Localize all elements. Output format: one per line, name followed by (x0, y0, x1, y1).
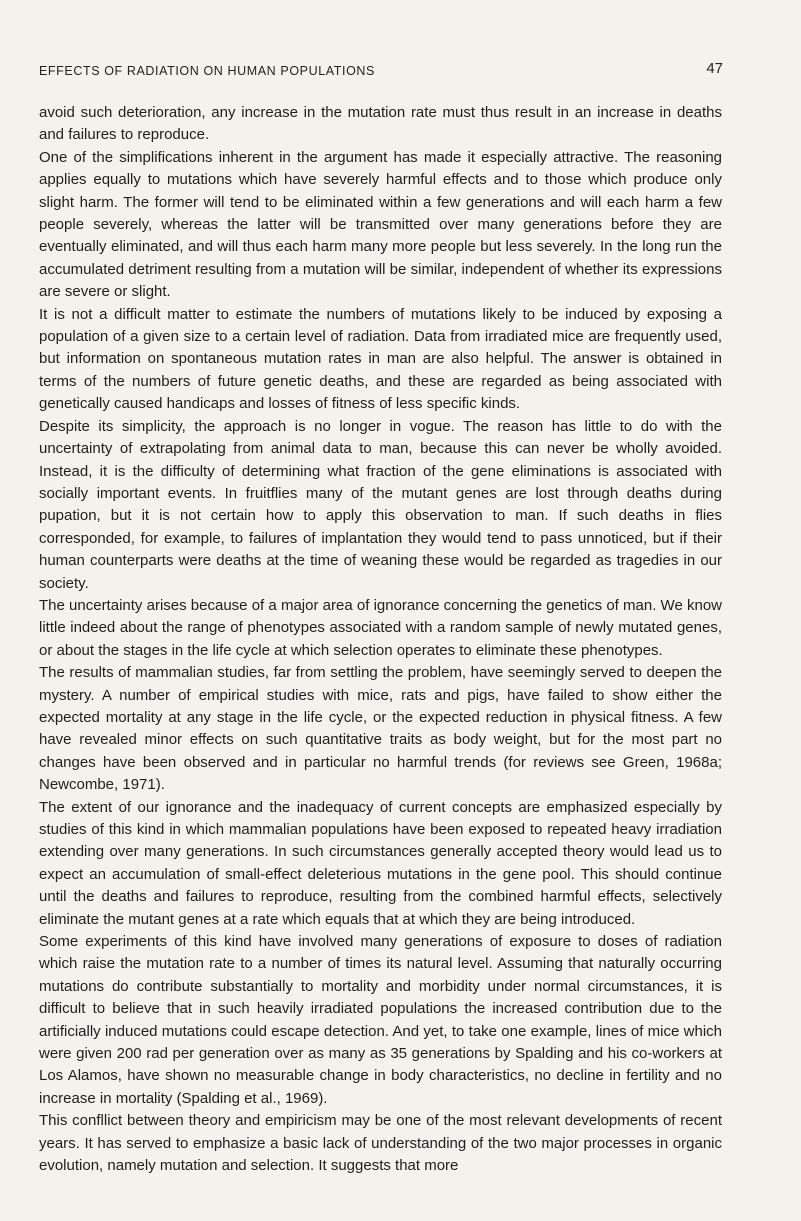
page-number: 47 (706, 60, 723, 77)
paragraph: One of the simplifications inherent in the argument has made it especially attractive. The reasoning applies equally to mutations which have severely harmful effects and to those which produce only slight harm. The former will tend to be eliminated within a few generations and will each harm a few people severely, whereas the latter will be transmitted over many generations before they are eventually eliminated, and will thus each harm many more people but less severely. In the long run the accumulated detriment resulting from a mutation will be similar, independent of whether its expressions are severe or slight. (39, 148, 722, 301)
body-text (39, 102, 722, 1178)
paragraph: The uncertainty arises because of a major area of ignorance concerning the genetics of man. We know little indeed about the range of phenotypes associated with a random sample of newly mutated genes, or about the stages in the life cycle at which selection operates to eliminate these phenotypes. (39, 596, 722, 659)
paragraph: The results of mammalian studies, far from settling the problem, have seemingly served to deepen the mystery. A number of empirical studies with mice, rats and pigs, have failed to show either the expected mortality at any stage in the life cycle, or the expected reduction in physical fitness. A few have revealed minor effects on such quantitative traits as body weight, but for the most part no changes have been observed and in particular no harmful trends (for reviews see Green, 1968a; Newcombe, 1971). (39, 664, 722, 794)
paragraph: Some experiments of this kind have involved many generations of exposure to doses of radiation which raise the mutation rate to a number of times its natural level. Assuming that naturally occurring mutations do contribute substantially to mortality and morbidity under normal circumstances, it is difficult to believe that in such heavily irradiated populations the increased contribution due to the artificially induced mutations could escape detection. And yet, to take one example, lines of mice which were given 200 rad per generation over as many as 35 generations by Spalding and his co-workers at Los Alamos, have shown no measurable change in body characteristics, no decline in fertility and no increase in mortality (Spalding et al., 1969). (39, 933, 722, 1107)
paragraph: avoid such deterioration, any increase in the mutation rate must thus result in an increase in deaths and failures to reproduce. (39, 104, 722, 144)
paragraph: This confllict between theory and empiricism may be one of the most relevant developments of recent years. It has served to emphasize a basic lack of understanding of the two major processes in organic evolution, namely mutation and selection. It suggests that more (39, 1112, 722, 1175)
paragraph: Despite its simplicity, the approach is no longer in vogue. The reason has little to do with the uncertainty of extrapolating from animal data to man, because this can never be wholly avoided. Instead, it is the difficulty of determining what fraction of the gene eliminations is associated with socially important events. In fruitflies many of the mutant genes are lost through deaths during pupation, but it is not certain how to apply this observation to man. If such deaths in flies corresponded, for example, to failures of implantation they would tend to pass unnoticed, but if their human counterparts were deaths at the time of weaning these would be regarded as tragedies in our society. (39, 417, 722, 592)
running-header: EFFECTS OF RADIATION ON HUMAN POPULATIONS (39, 64, 375, 78)
paragraph: The extent of our ignorance and the inadequacy of current concepts are emphasized especially by studies of this kind in which mammalian populations have been exposed to repeated heavy irradiation extending over many generations. In such circumstances generally accepted theory would lead us to expect an accumulation of small-effect deleterious mutations in the gene pool. This should continue until the deaths and failures to reproduce, resulting from the combined harmful effects, selectively eliminate the mutant genes at a rate which equals that at which they are being introduced. (39, 798, 722, 928)
paragraph: It is not a difficult matter to estimate the numbers of mutations likely to be induced by exposing a population of a given size to a certain level of radiation. Data from irradiated mice are frequently used, but information on spontaneous mutation rates in man are also helpful. The answer is obtained in terms of the numbers of future genetic deaths, and these are regarded as being associated with genetically caused handicaps and losses of fitness of less specific kinds. (39, 305, 722, 413)
